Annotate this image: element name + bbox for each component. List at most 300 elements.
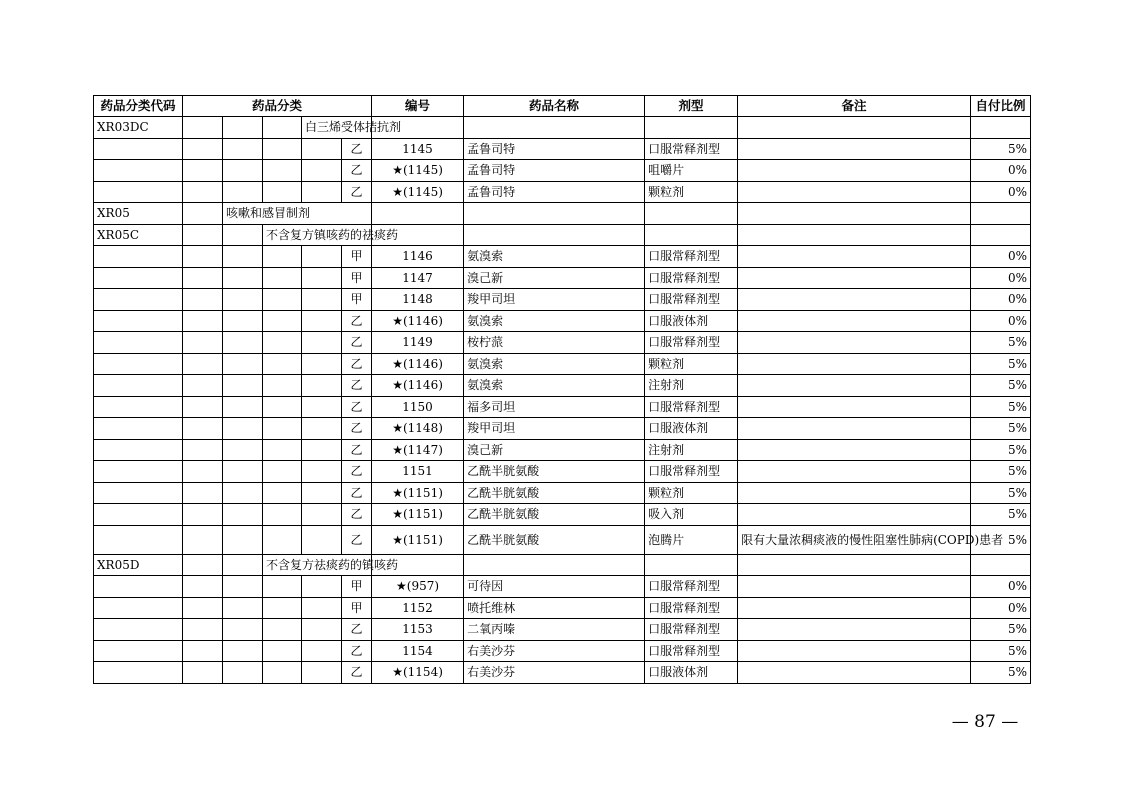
header-ratio: 自付比例 [971, 96, 1031, 117]
indent-cell [223, 375, 263, 397]
indent-cell [263, 662, 302, 684]
drug-type: 乙 [342, 439, 372, 461]
indent-cell [302, 619, 342, 641]
header-name: 药品名称 [464, 96, 645, 117]
drug-form: 注射剂 [645, 439, 738, 461]
indent-cell [183, 576, 223, 598]
self-pay-ratio: 5% [971, 525, 1031, 554]
remark-cell [738, 224, 971, 246]
self-pay-ratio: 5% [971, 482, 1031, 504]
drug-type: 乙 [342, 332, 372, 354]
indent-cell [263, 246, 302, 268]
drug-row [94, 439, 1031, 461]
drug-form: 口服常释剂型 [645, 332, 738, 354]
drug-type: 乙 [342, 662, 372, 684]
drug-remark: 限有大量浓稠痰液的慢性阻塞性肺病(COPD)患者 [738, 525, 971, 554]
drug-type: 乙 [342, 138, 372, 160]
category-row [94, 203, 1031, 225]
category-code [94, 353, 183, 375]
category-code [94, 640, 183, 662]
drug-remark [738, 461, 971, 483]
indent-cell [223, 525, 263, 554]
indent-cell [302, 375, 342, 397]
category-code [94, 597, 183, 619]
drug-form: 咀嚼片 [645, 160, 738, 182]
indent-cell [183, 353, 223, 375]
drug-remark [738, 396, 971, 418]
drug-number: 1146 [372, 246, 464, 268]
drug-remark [738, 160, 971, 182]
indent-cell [263, 138, 302, 160]
self-pay-ratio: 0% [971, 181, 1031, 203]
drug-number: ★(1147) [372, 439, 464, 461]
drug-number: ★(1154) [372, 662, 464, 684]
indent-cell [302, 267, 342, 289]
self-pay-ratio: 0% [971, 160, 1031, 182]
drug-number: ★(1148) [372, 418, 464, 440]
indent-cell [183, 504, 223, 526]
drug-number: 1148 [372, 289, 464, 311]
drug-type: 乙 [342, 310, 372, 332]
drug-number: 1147 [372, 267, 464, 289]
drug-remark [738, 418, 971, 440]
category-code [94, 375, 183, 397]
drug-type: 乙 [342, 396, 372, 418]
drug-name: 福多司坦 [464, 396, 645, 418]
drug-type: 甲 [342, 246, 372, 268]
name-cell [464, 203, 645, 225]
category-code [94, 181, 183, 203]
indent-cell [302, 504, 342, 526]
indent-cell [302, 160, 342, 182]
drug-name: 氨溴索 [464, 375, 645, 397]
indent-cell [302, 525, 342, 554]
drug-form: 口服常释剂型 [645, 619, 738, 641]
drug-type: 乙 [342, 375, 372, 397]
drug-form: 口服常释剂型 [645, 461, 738, 483]
drug-form: 颗粒剂 [645, 353, 738, 375]
drug-number: 1153 [372, 619, 464, 641]
indent-cell [263, 525, 302, 554]
page-number: — 87 — [951, 712, 1019, 732]
drug-type: 甲 [342, 576, 372, 598]
self-pay-ratio: 5% [971, 461, 1031, 483]
drug-number: 1150 [372, 396, 464, 418]
drug-row [94, 353, 1031, 375]
indent-cell [223, 576, 263, 598]
indent-cell [183, 662, 223, 684]
remark-cell [738, 117, 971, 139]
self-pay-ratio: 5% [971, 375, 1031, 397]
category-name: 白三烯受体拮抗剂 [302, 117, 372, 139]
drug-form: 口服液体剂 [645, 662, 738, 684]
drug-number: ★(1151) [372, 504, 464, 526]
indent-cell [302, 418, 342, 440]
indent-cell [223, 482, 263, 504]
indent-cell [263, 332, 302, 354]
drug-remark [738, 181, 971, 203]
drug-form: 口服常释剂型 [645, 640, 738, 662]
indent-cell [302, 576, 342, 598]
remark-cell [738, 203, 971, 225]
self-pay-ratio: 0% [971, 246, 1031, 268]
indent-cell [263, 310, 302, 332]
remark-cell [738, 554, 971, 576]
drug-row [94, 482, 1031, 504]
drug-row [94, 461, 1031, 483]
drug-row [94, 289, 1031, 311]
indent-cell [223, 289, 263, 311]
drug-form: 颗粒剂 [645, 181, 738, 203]
drug-name: 溴己新 [464, 267, 645, 289]
drug-form: 注射剂 [645, 375, 738, 397]
category-code [94, 310, 183, 332]
category-code [94, 396, 183, 418]
indent-cell [223, 396, 263, 418]
indent-cell [183, 482, 223, 504]
indent-cell [223, 181, 263, 203]
drug-row [94, 160, 1031, 182]
drug-number: 1152 [372, 597, 464, 619]
drug-type: 乙 [342, 482, 372, 504]
ratio-cell [971, 203, 1031, 225]
drug-type: 乙 [342, 525, 372, 554]
indent-cell [302, 396, 342, 418]
header-row [94, 96, 1031, 117]
drug-number: ★(1145) [372, 181, 464, 203]
category-code: XR05C [94, 224, 183, 246]
indent-cell [263, 375, 302, 397]
self-pay-ratio: 5% [971, 662, 1031, 684]
name-cell [464, 117, 645, 139]
indent-cell [183, 117, 223, 139]
indent-cell [263, 289, 302, 311]
number-cell [372, 203, 464, 225]
drug-form: 口服常释剂型 [645, 597, 738, 619]
indent-cell [183, 619, 223, 641]
indent-cell [183, 160, 223, 182]
indent-cell [183, 332, 223, 354]
drug-form: 口服液体剂 [645, 310, 738, 332]
indent-cell [183, 439, 223, 461]
indent-cell [302, 181, 342, 203]
drug-type: 乙 [342, 461, 372, 483]
self-pay-ratio: 5% [971, 640, 1031, 662]
category-row [94, 554, 1031, 576]
header-form: 剂型 [645, 96, 738, 117]
indent-cell [263, 640, 302, 662]
indent-cell [302, 640, 342, 662]
drug-remark [738, 597, 971, 619]
indent-cell [223, 597, 263, 619]
drug-row [94, 576, 1031, 598]
drug-number: ★(1151) [372, 525, 464, 554]
category-code [94, 662, 183, 684]
drug-name: 孟鲁司特 [464, 160, 645, 182]
drug-name: 桉柠蒎 [464, 332, 645, 354]
indent-cell [263, 353, 302, 375]
indent-cell [263, 396, 302, 418]
category-name: 不含复方祛痰药的镇咳药 [263, 554, 372, 576]
drug-name: 氨溴索 [464, 310, 645, 332]
drug-type: 甲 [342, 267, 372, 289]
drug-type: 乙 [342, 353, 372, 375]
drug-form: 泡腾片 [645, 525, 738, 554]
drug-name: 右美沙芬 [464, 662, 645, 684]
header-category: 药品分类 [183, 96, 372, 117]
indent-cell [302, 353, 342, 375]
drug-type: 乙 [342, 640, 372, 662]
form-cell [645, 554, 738, 576]
drug-remark [738, 353, 971, 375]
drug-row [94, 267, 1031, 289]
self-pay-ratio: 0% [971, 576, 1031, 598]
drug-number: ★(1145) [372, 160, 464, 182]
category-code [94, 525, 183, 554]
drug-number: ★(1146) [372, 375, 464, 397]
drug-name: 右美沙芬 [464, 640, 645, 662]
indent-cell [183, 597, 223, 619]
drug-form: 颗粒剂 [645, 482, 738, 504]
self-pay-ratio: 5% [971, 353, 1031, 375]
name-cell [464, 554, 645, 576]
indent-cell [263, 461, 302, 483]
indent-cell [263, 439, 302, 461]
indent-cell [263, 619, 302, 641]
drug-row [94, 138, 1031, 160]
drug-remark [738, 267, 971, 289]
drug-type: 乙 [342, 181, 372, 203]
self-pay-ratio: 0% [971, 289, 1031, 311]
drug-form: 口服液体剂 [645, 418, 738, 440]
self-pay-ratio: 5% [971, 504, 1031, 526]
indent-cell [183, 267, 223, 289]
drug-row [94, 375, 1031, 397]
category-code [94, 619, 183, 641]
drug-number: 1154 [372, 640, 464, 662]
category-code [94, 138, 183, 160]
drug-row [94, 418, 1031, 440]
drug-row [94, 181, 1031, 203]
indent-cell [223, 662, 263, 684]
drug-name: 羧甲司坦 [464, 418, 645, 440]
drug-remark [738, 332, 971, 354]
drug-form: 口服常释剂型 [645, 576, 738, 598]
indent-cell [183, 396, 223, 418]
self-pay-ratio: 0% [971, 267, 1031, 289]
drug-name: 乙酰半胱氨酸 [464, 482, 645, 504]
name-cell [464, 224, 645, 246]
table-body [94, 117, 1031, 684]
indent-cell [183, 640, 223, 662]
category-name: 咳嗽和感冒制剂 [223, 203, 372, 225]
drug-row [94, 525, 1031, 554]
indent-cell [223, 117, 263, 139]
drug-name: 二氧丙嗪 [464, 619, 645, 641]
indent-cell [263, 504, 302, 526]
category-code [94, 418, 183, 440]
drug-name: 可待因 [464, 576, 645, 598]
drug-row [94, 396, 1031, 418]
indent-cell [223, 439, 263, 461]
category-code [94, 332, 183, 354]
category-code [94, 504, 183, 526]
self-pay-ratio: 5% [971, 138, 1031, 160]
category-code [94, 246, 183, 268]
indent-cell [263, 181, 302, 203]
drug-row [94, 662, 1031, 684]
drug-remark [738, 640, 971, 662]
drug-number: 1151 [372, 461, 464, 483]
indent-cell [223, 640, 263, 662]
drug-row [94, 504, 1031, 526]
category-code [94, 482, 183, 504]
drug-name: 喷托维林 [464, 597, 645, 619]
category-row [94, 117, 1031, 139]
category-code [94, 461, 183, 483]
self-pay-ratio: 5% [971, 619, 1031, 641]
drug-name: 氨溴索 [464, 353, 645, 375]
indent-cell [263, 576, 302, 598]
indent-cell [223, 353, 263, 375]
drug-number: 1145 [372, 138, 464, 160]
drug-form: 吸入剂 [645, 504, 738, 526]
drug-name: 氨溴索 [464, 246, 645, 268]
drug-remark [738, 310, 971, 332]
category-row [94, 224, 1031, 246]
drug-remark [738, 662, 971, 684]
drug-row [94, 246, 1031, 268]
drug-number: ★(957) [372, 576, 464, 598]
category-code [94, 267, 183, 289]
indent-cell [223, 267, 263, 289]
drug-row [94, 310, 1031, 332]
drug-number: ★(1146) [372, 310, 464, 332]
indent-cell [302, 482, 342, 504]
ratio-cell [971, 117, 1031, 139]
indent-cell [183, 310, 223, 332]
drug-type: 乙 [342, 160, 372, 182]
drug-form: 口服常释剂型 [645, 267, 738, 289]
drug-remark [738, 289, 971, 311]
drug-form: 口服常释剂型 [645, 138, 738, 160]
indent-cell [263, 267, 302, 289]
indent-cell [302, 597, 342, 619]
drug-name: 乙酰半胱氨酸 [464, 461, 645, 483]
indent-cell [302, 310, 342, 332]
drug-number: ★(1146) [372, 353, 464, 375]
indent-cell [223, 310, 263, 332]
indent-cell [183, 525, 223, 554]
drug-remark [738, 246, 971, 268]
indent-cell [302, 138, 342, 160]
indent-cell [223, 418, 263, 440]
indent-cell [183, 554, 223, 576]
drug-remark [738, 439, 971, 461]
form-cell [645, 203, 738, 225]
category-code: XR03DC [94, 117, 183, 139]
drug-remark [738, 576, 971, 598]
drug-catalog-table [93, 95, 1031, 684]
drug-remark [738, 482, 971, 504]
indent-cell [223, 554, 263, 576]
form-cell [645, 117, 738, 139]
self-pay-ratio: 5% [971, 396, 1031, 418]
drug-row [94, 332, 1031, 354]
category-code [94, 576, 183, 598]
drug-type: 甲 [342, 597, 372, 619]
category-code [94, 289, 183, 311]
drug-remark [738, 504, 971, 526]
drug-number: ★(1151) [372, 482, 464, 504]
drug-name: 羧甲司坦 [464, 289, 645, 311]
drug-remark [738, 138, 971, 160]
indent-cell [223, 619, 263, 641]
indent-cell [183, 289, 223, 311]
indent-cell [223, 504, 263, 526]
category-code [94, 160, 183, 182]
drug-form: 口服常释剂型 [645, 396, 738, 418]
drug-type: 甲 [342, 289, 372, 311]
drug-remark [738, 619, 971, 641]
indent-cell [263, 597, 302, 619]
header-number: 编号 [372, 96, 464, 117]
self-pay-ratio: 5% [971, 439, 1031, 461]
drug-type: 乙 [342, 418, 372, 440]
indent-cell [302, 332, 342, 354]
indent-cell [302, 662, 342, 684]
indent-cell [263, 482, 302, 504]
indent-cell [223, 138, 263, 160]
indent-cell [302, 246, 342, 268]
category-code: XR05D [94, 554, 183, 576]
drug-name: 孟鲁司特 [464, 181, 645, 203]
indent-cell [223, 224, 263, 246]
indent-cell [223, 332, 263, 354]
ratio-cell [971, 554, 1031, 576]
header-code: 药品分类代码 [94, 96, 183, 117]
drug-form: 口服常释剂型 [645, 289, 738, 311]
self-pay-ratio: 5% [971, 418, 1031, 440]
indent-cell [263, 418, 302, 440]
self-pay-ratio: 0% [971, 310, 1031, 332]
drug-type: 乙 [342, 504, 372, 526]
drug-row [94, 619, 1031, 641]
indent-cell [223, 461, 263, 483]
drug-type: 乙 [342, 619, 372, 641]
form-cell [645, 224, 738, 246]
ratio-cell [971, 224, 1031, 246]
indent-cell [302, 289, 342, 311]
indent-cell [183, 418, 223, 440]
indent-cell [183, 224, 223, 246]
indent-cell [223, 160, 263, 182]
indent-cell [183, 461, 223, 483]
drug-name: 乙酰半胱氨酸 [464, 504, 645, 526]
indent-cell [183, 203, 223, 225]
indent-cell [223, 246, 263, 268]
indent-cell [183, 138, 223, 160]
category-code: XR05 [94, 203, 183, 225]
drug-name: 孟鲁司特 [464, 138, 645, 160]
drug-form: 口服常释剂型 [645, 246, 738, 268]
category-name: 不含复方镇咳药的祛痰药 [263, 224, 372, 246]
drug-row [94, 640, 1031, 662]
category-code [94, 439, 183, 461]
drug-row [94, 597, 1031, 619]
header-remark: 备注 [738, 96, 971, 117]
indent-cell [302, 461, 342, 483]
